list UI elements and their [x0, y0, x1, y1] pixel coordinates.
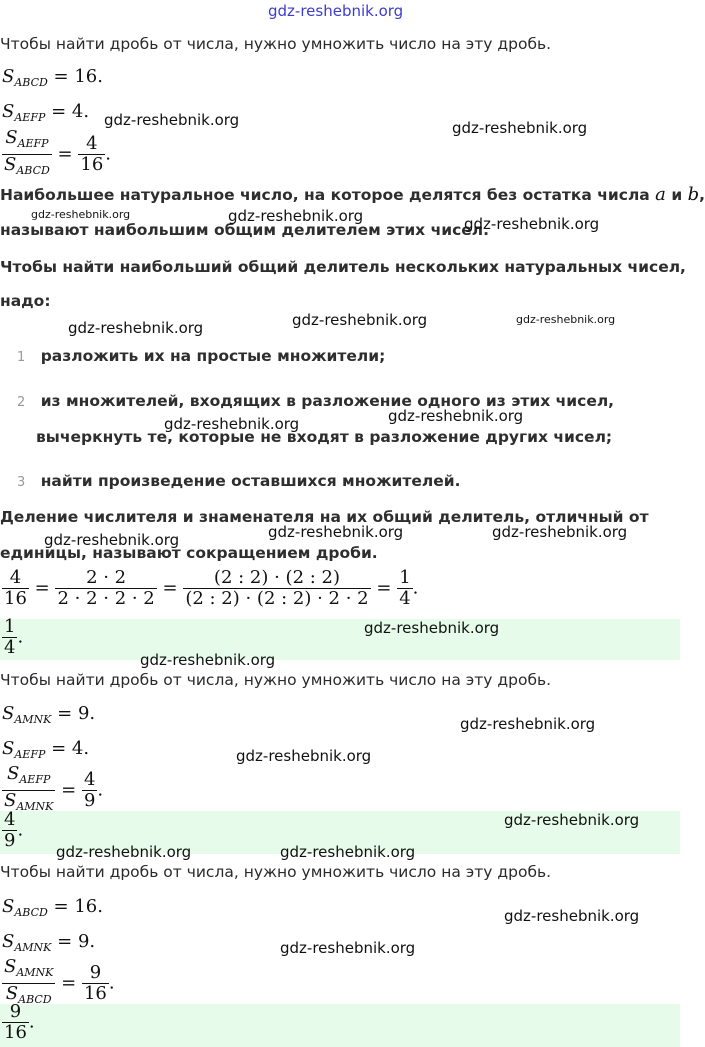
value: = 4. — [51, 101, 90, 122]
fraction-equation-1: $\frac{S_{AEFP}}{S_{ABCD}}$ = $\frac{4}{16}$ . — [2, 128, 111, 176]
value: = 16. — [53, 66, 103, 87]
answer-band-1 — [0, 616, 680, 660]
den-sub: AMNK — [16, 800, 54, 813]
num: 2 · 2 — [55, 568, 156, 589]
watermark: gdz-reshebnik.org — [56, 843, 192, 861]
frac-4-16 — [2, 568, 29, 609]
num: 9 — [2, 1002, 29, 1023]
sub: AMNK — [14, 713, 52, 726]
watermark: gdz-reshebnik.org — [388, 407, 524, 425]
sub: ABCD — [14, 76, 48, 89]
reduction-equation: $\frac{4}{16}$ = $\frac{2 \cdot 2}{2 \cdot 2 \cdot 2 \cdot 2}$ = $\frac{(2 : 2) \cdot (2 : 2)}{(2 : 2) \cdot (2 : 2) \cdot 2 \cdot 2}$ = $\frac{1}{4}$ . — [4, 567, 419, 609]
den-sub: ABCD — [16, 164, 50, 177]
den: 4 — [4, 637, 16, 658]
sub: AMNK — [14, 941, 52, 954]
step-text: из множителей, входящих в разложение одного из этих чисел, — [40, 392, 615, 410]
watermark: gdz-reshebnik.org — [464, 215, 600, 233]
and-word: и — [671, 186, 683, 204]
watermark: gdz-reshebnik.org — [44, 531, 180, 549]
watermark: gdz-reshebnik.org — [504, 907, 640, 925]
reduction-line-1: Деление числителя и знаменателя на их общий делитель, отличный от — [0, 508, 649, 526]
watermark-header[interactable]: gdz-reshebnik.org — [268, 2, 404, 20]
rule-title-line-2: надо: — [0, 292, 51, 310]
value: = 16. — [53, 896, 103, 917]
fraction-equation-3: $\frac{S_{AMNK}}{S_{ABCD}}$ = $\frac{9}{16}$ . — [4, 956, 115, 1006]
fraction-equation-2: $\frac{S_{AEFP}}{S_{AMNK}}$ = $\frac{4}{9}$ . — [4, 763, 104, 813]
answer-band-3 — [0, 1001, 680, 1047]
watermark: gdz-reshebnik.org — [504, 811, 640, 829]
sym: S — [2, 896, 15, 917]
watermark: gdz-reshebnik.org — [452, 119, 588, 137]
res-den: 9 — [83, 790, 96, 811]
watermark: gdz-reshebnik.org — [140, 651, 276, 669]
res-num: 9 — [82, 963, 109, 984]
sym: S — [2, 66, 15, 87]
frac-result — [397, 568, 412, 609]
res-num: 4 — [83, 769, 96, 790]
watermark: gdz-reshebnik.org — [236, 747, 372, 765]
frac-divided — [183, 568, 370, 609]
sym: S — [2, 703, 15, 724]
den: 2 · 2 · 2 · 2 — [57, 588, 155, 609]
answer-1: $\frac{1}{4}$ . — [4, 616, 24, 658]
den: 4 — [399, 588, 411, 609]
definition-gcd-line-1: Наибольшее натуральное число, на которое делятся без остатка числа a и b, — [0, 184, 705, 205]
var-a: a — [655, 184, 666, 205]
den-sub: ABCD — [18, 993, 52, 1006]
watermark: gdz-reshebnik.org — [292, 311, 428, 329]
num: 1 — [399, 567, 411, 588]
num: 4 — [2, 568, 29, 589]
num-sub: AEFP — [19, 773, 51, 786]
fraction-result — [78, 134, 105, 175]
num-sub: AEFP — [17, 137, 49, 150]
watermark: gdz-reshebnik.org — [104, 111, 240, 129]
watermark: gdz-reshebnik.org — [228, 207, 364, 225]
watermark: gdz-reshebnik.org — [280, 843, 416, 861]
equation-s-abcd — [2, 66, 103, 94]
equation-s-amnk-3 — [2, 931, 95, 959]
res-den: 16 — [80, 154, 104, 175]
equation-s-aefp-2 — [2, 738, 89, 766]
intro-text-3: Чтобы найти дробь от числа, нужно умножить число на эту дробь. — [0, 863, 552, 881]
watermark: gdz-reshebnik.org — [268, 523, 404, 541]
intro-text-2: Чтобы найти дробь от числа, нужно умножить число на эту дробь. — [0, 671, 552, 689]
sym: S — [2, 931, 15, 952]
step-number: 2 — [17, 395, 26, 410]
num: (2 : 2) · (2 : 2) — [183, 568, 370, 589]
sym: S — [2, 101, 15, 122]
step-text: разложить их на простые множители; — [40, 347, 386, 365]
den: (2 : 2) · (2 : 2) · 2 · 2 — [185, 588, 369, 609]
watermark: gdz-reshebnik.org — [460, 715, 596, 733]
sym: S — [2, 738, 15, 759]
var-b: b — [687, 184, 700, 205]
step-text: найти произведение оставшихся множителей. — [40, 472, 461, 490]
definition-gcd-line-2: называют наибольшим общим делителем этих чисел. — [0, 221, 490, 239]
num: 1 — [4, 616, 16, 637]
value: = 4. — [51, 738, 90, 759]
den: 16 — [4, 588, 27, 609]
step-3 — [17, 471, 460, 493]
watermark: gdz-reshebnik.org — [164, 415, 300, 433]
answer-2: $\frac{4}{9}$ . — [4, 809, 24, 851]
reduction-line-2: единицы, называют сокращением дроби. — [0, 544, 378, 562]
equation-s-amnk — [2, 703, 95, 731]
equation-s-aefp — [2, 101, 89, 129]
res-num: 4 — [78, 134, 105, 155]
intro-text-1: Чтобы найти дробь от числа, нужно умножить число на эту дробь. — [0, 35, 552, 53]
rule-title-line-1: Чтобы найти наибольший общий делитель нескольких натуральных чисел, — [0, 258, 686, 276]
res-den: 16 — [83, 983, 107, 1004]
watermark: gdz-reshebnik.org — [31, 208, 131, 221]
step-number: 1 — [17, 350, 26, 365]
watermark: gdz-reshebnik.org — [68, 319, 204, 337]
watermark: gdz-reshebnik.org — [364, 619, 500, 637]
sub: ABCD — [14, 906, 48, 919]
sub: AEFP — [14, 748, 46, 761]
def-text: Наибольшее натуральное число, на которое делятся без остатка числа — [0, 186, 650, 204]
frac-factored — [55, 568, 156, 609]
equation-s-abcd-3 — [2, 896, 103, 924]
step-1 — [17, 346, 385, 368]
num-sub: AMNK — [16, 966, 54, 979]
step-2 — [17, 391, 614, 413]
den: 16 — [4, 1022, 27, 1043]
fraction-left: $\frac{S_{AEFP}}{S_{ABCD}}$ — [4, 127, 50, 177]
den: 9 — [4, 830, 16, 851]
watermark: gdz-reshebnik.org — [492, 523, 628, 541]
value: = 9. — [57, 931, 96, 952]
sub: AEFP — [14, 111, 46, 124]
step-number: 3 — [17, 475, 26, 490]
watermark: gdz-reshebnik.org — [516, 313, 616, 326]
num: 4 — [4, 809, 16, 830]
step-2-line-2: вычеркнуть те, которые не входят в разложение других чисел; — [36, 428, 613, 446]
value: = 9. — [57, 703, 96, 724]
watermark: gdz-reshebnik.org — [280, 939, 416, 957]
answer-3: $\frac{9}{16}$ . — [4, 1001, 35, 1043]
